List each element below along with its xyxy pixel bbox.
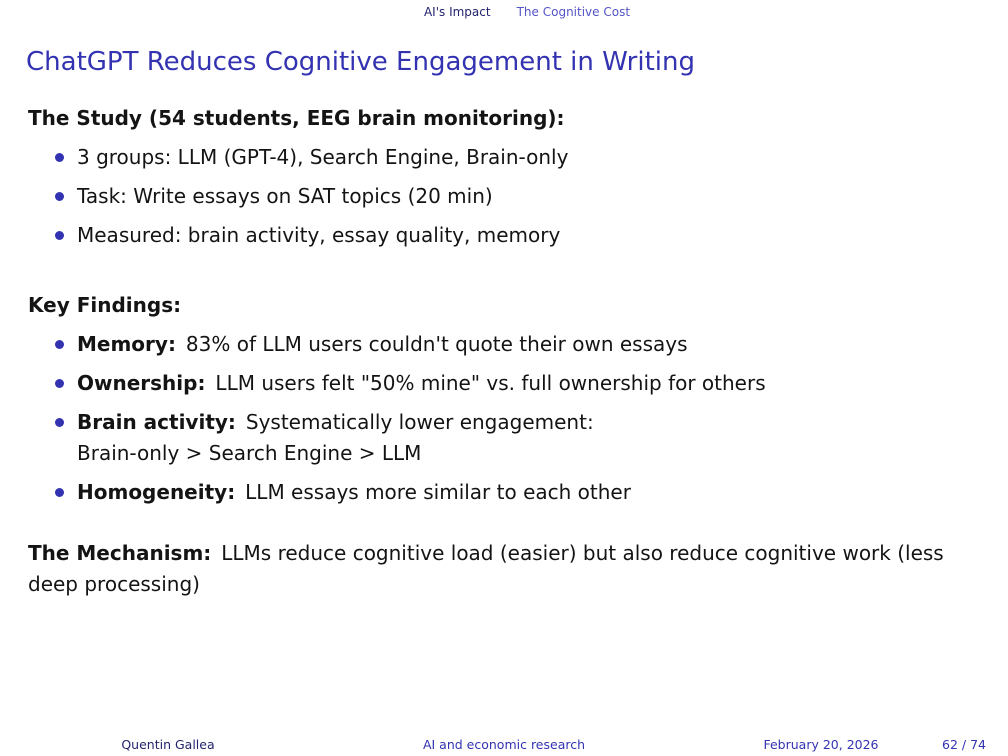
footline	[0, 737, 1008, 753]
finding-text: LLM essays more similar to each other	[245, 480, 631, 504]
bullet-text	[77, 329, 688, 360]
list-item	[55, 407, 963, 469]
bullet-icon	[55, 340, 64, 349]
mechanism-paragraph	[28, 538, 963, 600]
finding-text: Systematically lower engagement:	[245, 410, 594, 434]
footer-author: Quentin Gallea	[121, 737, 215, 752]
list-item	[55, 220, 963, 251]
list-item	[55, 368, 963, 399]
bullet-text	[77, 368, 766, 399]
nav-section-link[interactable]: AI's Impact	[423, 5, 491, 19]
bullet-icon	[55, 488, 64, 497]
bullet-icon	[55, 231, 64, 240]
bullet-icon	[55, 379, 64, 388]
bullet-text: Measured: brain activity, essay quality, memory	[77, 223, 561, 247]
finding-label: Memory:	[77, 332, 176, 356]
mechanism-label: The Mechanism:	[28, 541, 212, 565]
list-item	[55, 181, 963, 212]
nav-subsection-link[interactable]: The Cognitive Cost	[516, 5, 631, 19]
bullet-icon	[55, 153, 64, 162]
bullet-text: Task: Write essays on SAT topics (20 min)	[77, 184, 493, 208]
bullet-icon	[55, 192, 64, 201]
slide-body	[0, 103, 963, 600]
footer-date: February 20, 2026	[763, 737, 879, 752]
list-item	[55, 329, 963, 360]
finding-label: Homogeneity:	[77, 480, 236, 504]
finding-text-line2: Brain-only > Search Engine > LLM	[77, 441, 422, 465]
list-item	[55, 477, 963, 508]
findings-bullet-list	[28, 329, 963, 508]
findings-heading: Key Findings:	[28, 293, 182, 317]
study-heading: The Study (54 students, EEG brain monitoring):	[28, 106, 565, 130]
header-navigation	[23, 0, 1008, 19]
mechanism-text: LLMs reduce cognitive load (easier) but also reduce cognitive work (less deep processing)	[28, 541, 944, 596]
bullet-icon	[55, 418, 64, 427]
slide-title: ChatGPT Reduces Cognitive Engagement in Writing	[26, 47, 695, 77]
frame-number: 62 / 74	[942, 737, 986, 752]
footer-short-title: AI and economic research	[422, 737, 586, 752]
bullet-text: 3 groups: LLM (GPT-4), Search Engine, Brain-only	[77, 145, 569, 169]
study-bullet-list	[28, 142, 963, 251]
bullet-text	[77, 407, 594, 469]
footer-right-section	[672, 737, 1008, 753]
finding-label: Brain activity:	[77, 410, 236, 434]
bullet-text	[77, 477, 631, 508]
finding-text: 83% of LLM users couldn't quote their own essays	[185, 332, 688, 356]
finding-label: Ownership:	[77, 371, 206, 395]
list-item	[55, 142, 963, 173]
finding-text: LLM users felt "50% mine" vs. full ownership for others	[215, 371, 766, 395]
